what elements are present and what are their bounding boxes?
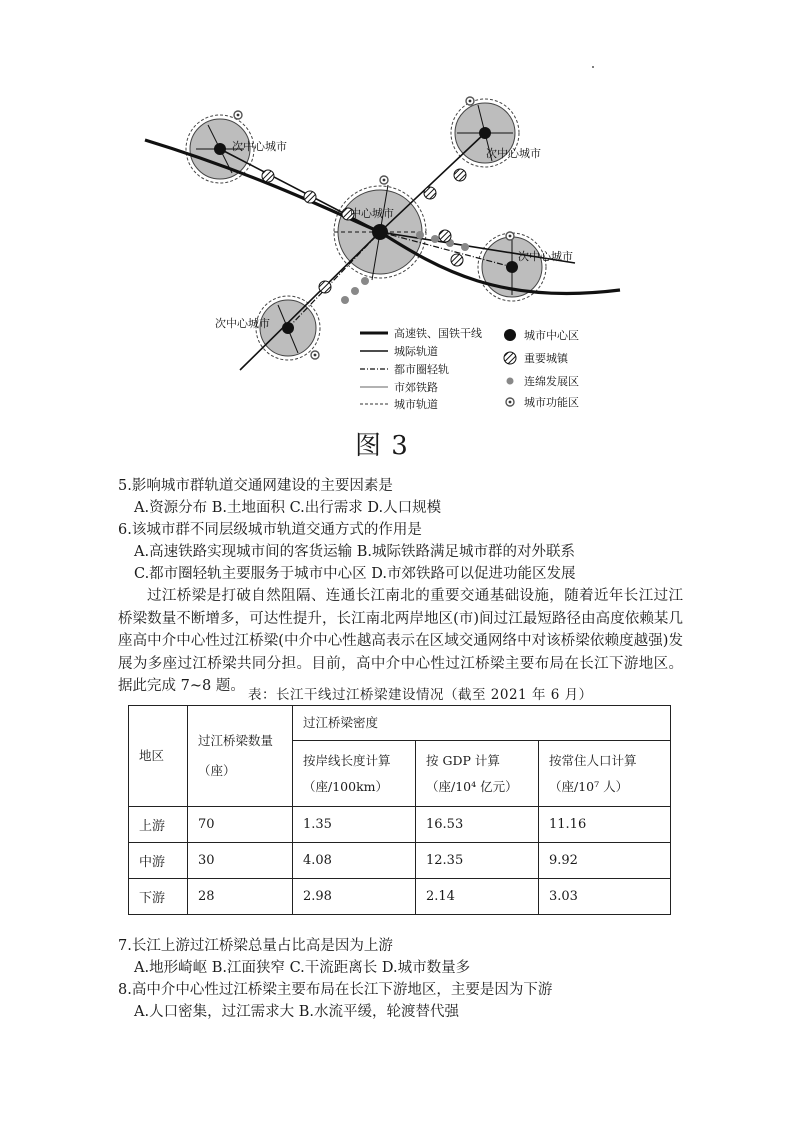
question-5-options: A.资源分布 B.土地面积 C.出行需求 D.人口规模 (134, 500, 442, 516)
label-city-e: 次中心城市 (518, 250, 573, 263)
table-row (129, 879, 671, 915)
cell-by-length: 2.98 (293, 879, 416, 915)
th-by-pop: 按常住人口计算（座/10⁷ 人） (539, 741, 671, 807)
legend-label-8: 城市功能区 (524, 396, 579, 409)
scan-speck (592, 66, 594, 68)
rail-network-map (120, 95, 640, 420)
figure-caption: 图 3 (355, 431, 409, 461)
legend-label-5: 城市中心区 (524, 329, 579, 342)
cell-by-pop: 9.92 (539, 843, 671, 879)
question-5-stem: 5.影响城市群轨道交通网建设的主要因素是 (118, 478, 393, 494)
th-count: 过江桥梁数量（座） (188, 706, 293, 807)
cell-by-length: 4.08 (293, 843, 416, 879)
cell-by-pop: 3.03 (539, 879, 671, 915)
cell-count: 70 (188, 807, 293, 843)
cell-region: 上游 (129, 807, 188, 843)
legend-label-3: 市郊铁路 (394, 381, 438, 394)
table-row (129, 807, 671, 843)
cell-region: 下游 (129, 879, 188, 915)
label-city-ne: 次中心城市 (486, 147, 541, 160)
question-6-options-2: C.都市圈轻轨主要服务于城市中心区 D.市郊铁路可以促进功能区发展 (134, 566, 576, 582)
table-row (129, 843, 671, 879)
label-city-sw: 次中心城市 (215, 317, 270, 330)
th-by-length: 按岸线长度计算（座/100km） (293, 741, 416, 807)
th-density: 过江桥梁密度 (293, 706, 671, 741)
th-region: 地区 (129, 706, 188, 807)
cell-region: 中游 (129, 843, 188, 879)
question-7-stem: 7.长江上游过江桥梁总量占比高是因为上游 (118, 938, 393, 954)
question-8-stem: 8.高中介中心性过江桥梁主要布局在长江下游地区，主要是因为下游 (118, 982, 553, 998)
legend-label-7: 连绵发展区 (524, 375, 579, 388)
cell-by-length: 1.35 (293, 807, 416, 843)
legend-label-0: 高速铁、国铁干线 (394, 327, 482, 340)
question-6-options-1: A.高速铁路实现城市间的客货运输 B.城际铁路满足城市群的对外联系 (134, 544, 575, 560)
label-city-nw: 次中心城市 (232, 140, 287, 153)
cell-count: 28 (188, 879, 293, 915)
legend-label-4: 城市轨道 (394, 398, 438, 411)
question-7-options: A.地形崎岖 B.江面狭窄 C.干流距离长 D.城市数量多 (134, 960, 471, 976)
th-by-gdp: 按 GDP 计算（座/10⁴ 亿元） (416, 741, 539, 807)
bridge-table (128, 705, 671, 915)
legend-label-6: 重要城镇 (524, 352, 568, 365)
cell-by-gdp: 12.35 (416, 843, 539, 879)
map-legend (360, 326, 579, 411)
legend-label-1: 城际轨道 (394, 345, 438, 358)
question-8-options: A.人口密集，过江需求大 B.水流平缓，轮渡替代强 (134, 1004, 459, 1020)
label-city-center: 中心城市 (350, 207, 394, 220)
cell-by-gdp: 2.14 (416, 879, 539, 915)
question-6-stem: 6.该城市群不同层级城市轨道交通方式的作用是 (118, 522, 422, 538)
table-title: 表：长江干线过江桥梁建设情况（截至 2021 年 6 月） (248, 687, 593, 703)
cell-count: 30 (188, 843, 293, 879)
passage-bridges: 过江桥梁是打破自然阻隔、连通长江南北的重要交通基础设施，随着近年长江过江桥梁数量不断增多，可达性提升，长江南北两岸地区(市)间过江最短路径由高度依赖某几座高中介中心性过江桥梁(中介中心性越高表示在区域交通网络中对该桥梁依赖度越强)发展为多座过江桥梁共同分担。目前，高中介中心性过江桥梁主要布局在长江下游地区。据此完成 7~8 题。 (118, 588, 683, 694)
cell-by-gdp: 16.53 (416, 807, 539, 843)
cell-by-pop: 11.16 (539, 807, 671, 843)
legend-label-2: 都市圈轻轨 (394, 363, 449, 376)
